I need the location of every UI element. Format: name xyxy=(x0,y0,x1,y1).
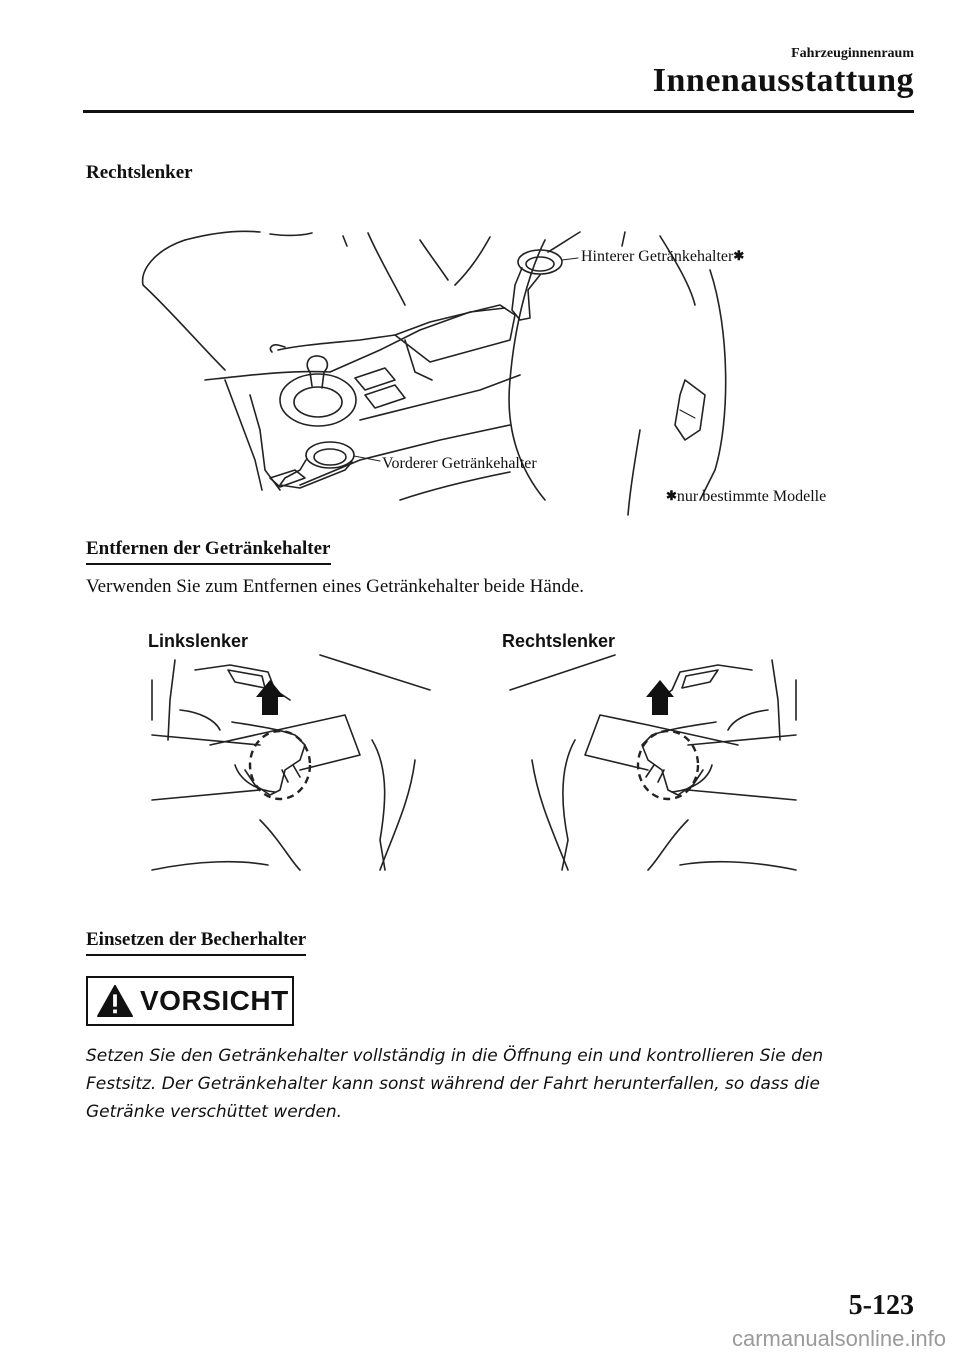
chapter-title: Innenausstattung xyxy=(652,62,914,99)
warning-box xyxy=(86,976,294,1026)
warning-triangle-icon xyxy=(96,984,134,1018)
callout-rear-cupholder xyxy=(581,248,744,266)
label-linkslenker: Linkslenker xyxy=(148,631,249,651)
label-rechtslenker: Rechtslenker xyxy=(502,631,616,651)
note-specific-models xyxy=(666,488,826,506)
star-icon: ✱ xyxy=(666,488,677,503)
header-rule xyxy=(83,110,914,113)
body-entfernen: Verwenden Sie zum Entfernen eines Getränkehalter beide Hände. xyxy=(86,576,585,597)
watermark: carmanualsonline.info xyxy=(731,1326,946,1351)
star-icon: ✱ xyxy=(733,248,745,263)
callout-front-cupholder: Vorderer Getränkehalter xyxy=(382,455,537,472)
page-number: 5-123 xyxy=(848,1290,914,1321)
heading-rechtslenker: Rechtslenker xyxy=(86,162,193,183)
heading-entfernen: Entfernen der Getränkehalter xyxy=(86,538,331,565)
note-text: nur bestimmte Modelle xyxy=(676,488,827,505)
heading-einsetzen: Einsetzen der Becherhalter xyxy=(86,929,306,956)
warning-text: Setzen Sie den Getränkehalter vollständig in die Öffnung ein und kontrollieren Sie den Festsitz. Der Getränkehalter kann sonst während der Fahrt herunterfallen, so dass die Getränke verschüttet werden. xyxy=(86,1046,824,1122)
section-title: Fahrzeuginnenraum xyxy=(791,46,914,61)
callout-rear-text: Hinterer Getränkehalter xyxy=(581,248,734,265)
warning-label: VORSICHT xyxy=(140,985,289,1016)
